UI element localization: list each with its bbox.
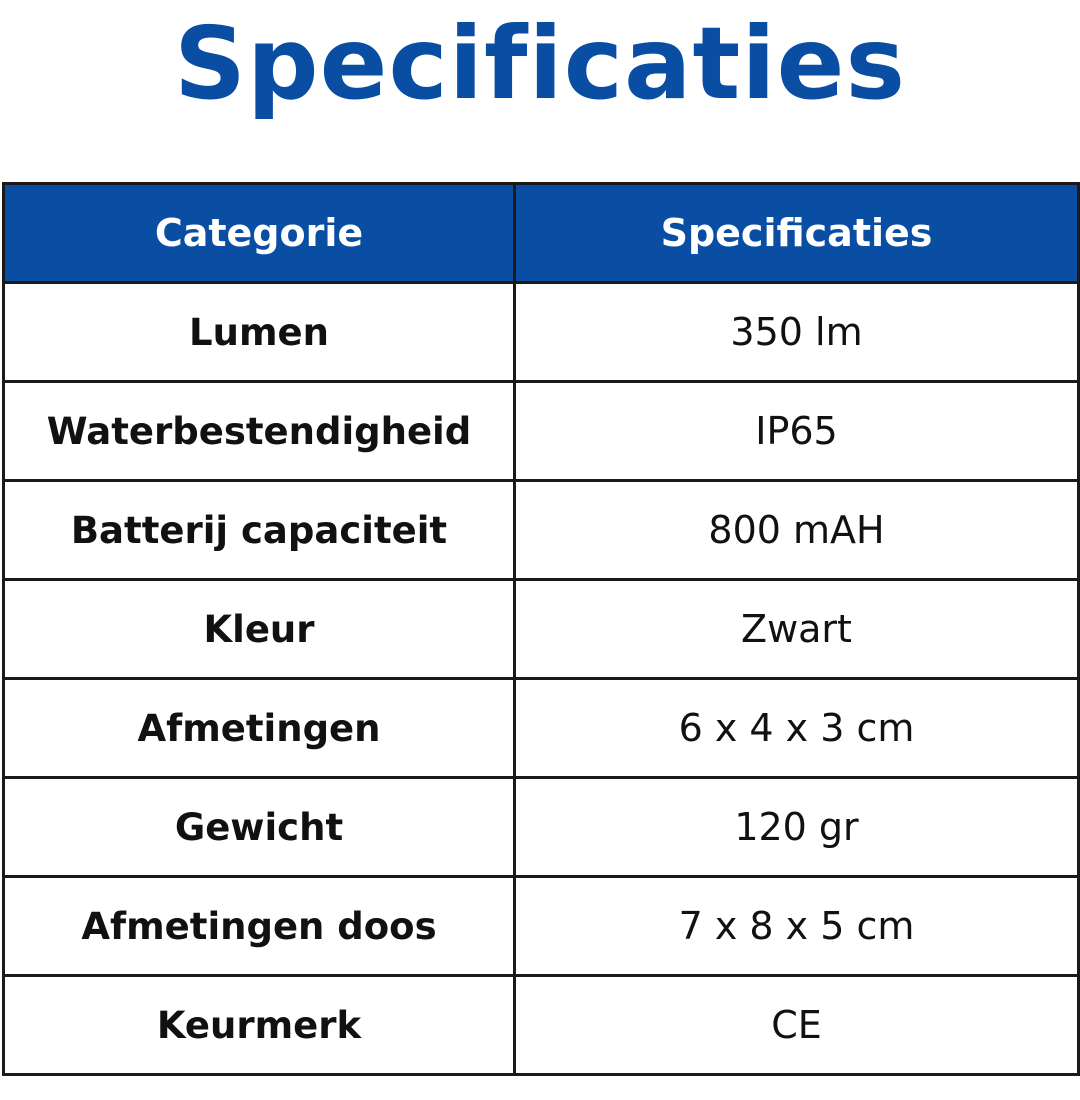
table-row bbox=[4, 679, 1079, 778]
row-category: Lumen bbox=[4, 283, 515, 382]
row-value: 7 x 8 x 5 cm bbox=[515, 877, 1079, 976]
table-row bbox=[4, 283, 1079, 382]
row-category: Afmetingen bbox=[4, 679, 515, 778]
table-row bbox=[4, 481, 1079, 580]
row-value: IP65 bbox=[515, 382, 1079, 481]
table-row bbox=[4, 778, 1079, 877]
row-category: Waterbestendigheid bbox=[4, 382, 515, 481]
row-value: 800 mAH bbox=[515, 481, 1079, 580]
table-row bbox=[4, 382, 1079, 481]
table-header-row bbox=[4, 184, 1079, 283]
row-category: Afmetingen doos bbox=[4, 877, 515, 976]
row-value: 6 x 4 x 3 cm bbox=[515, 679, 1079, 778]
row-category: Gewicht bbox=[4, 778, 515, 877]
row-value: Zwart bbox=[515, 580, 1079, 679]
page-title: Specificaties bbox=[174, 5, 906, 122]
row-value: 350 lm bbox=[515, 283, 1079, 382]
table-row bbox=[4, 580, 1079, 679]
row-category: Batterij capaciteit bbox=[4, 481, 515, 580]
table-row bbox=[4, 877, 1079, 976]
row-category: Keurmerk bbox=[4, 976, 515, 1075]
header-category: Categorie bbox=[4, 184, 515, 283]
spec-table bbox=[2, 182, 1080, 1076]
row-category: Kleur bbox=[4, 580, 515, 679]
table-row bbox=[4, 976, 1079, 1075]
header-specifications: Specificaties bbox=[515, 184, 1079, 283]
row-value: CE bbox=[515, 976, 1079, 1075]
row-value: 120 gr bbox=[515, 778, 1079, 877]
